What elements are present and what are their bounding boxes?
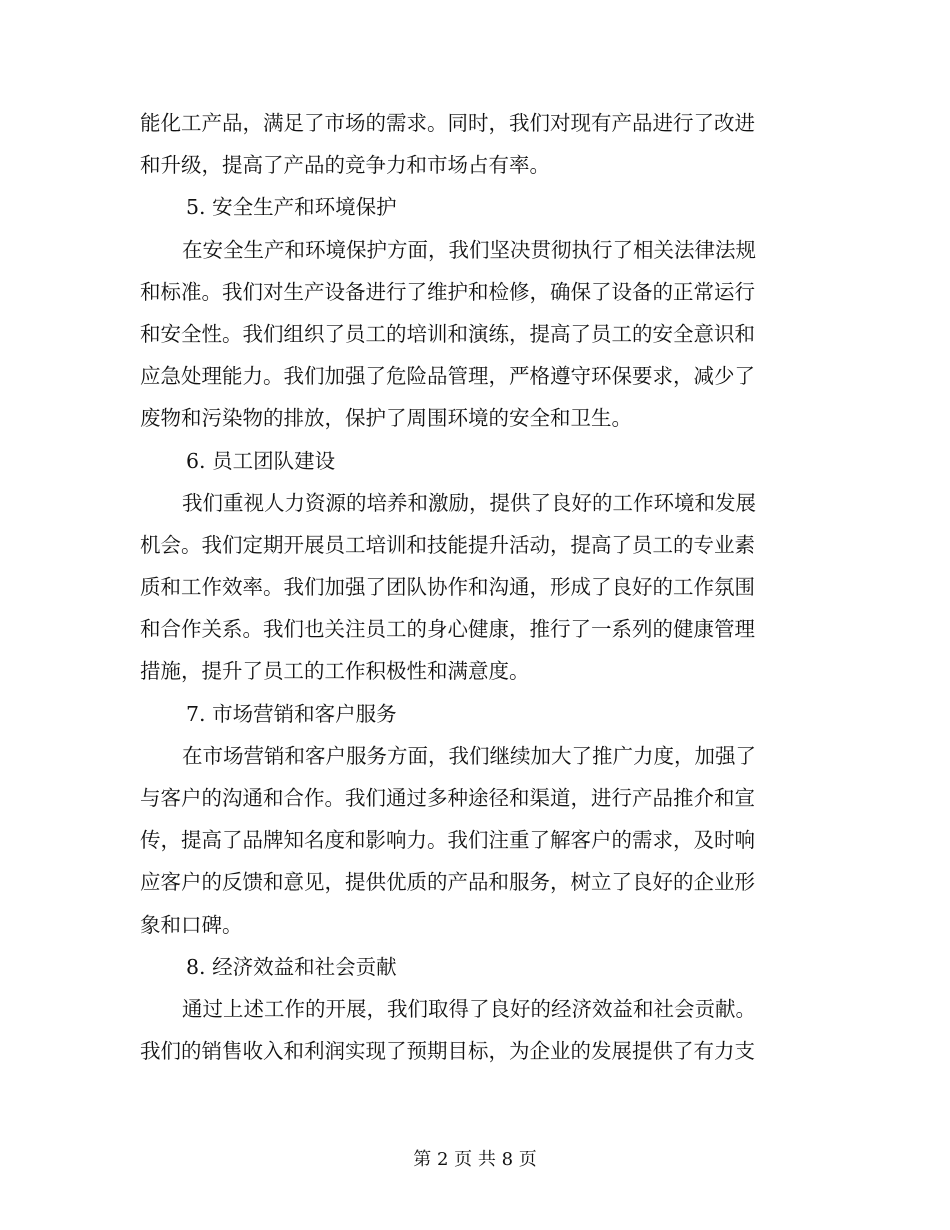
paragraph-5-line-2: 和标准。我们对生产设备进行了维护和检修，确保了设备的正常运行 [140, 279, 755, 304]
paragraph-5-line-5: 废物和污染物的排放，保护了周围环境的安全和卫生。 [140, 406, 632, 431]
paragraph-5-line-4: 应急处理能力。我们加强了危险品管理，严格遵守环保要求，减少了 [140, 364, 755, 389]
paragraph-7-line-5: 象和口碑。 [140, 912, 243, 937]
paragraph-7-line-1: 在市场营销和客户服务方面，我们继续加大了推广力度，加强了 [182, 743, 756, 768]
paragraph-7-line-4: 应客户的反馈和意见，提供优质的产品和服务，树立了良好的企业形 [140, 870, 755, 895]
page-number-footer: 第 2 页 共 8 页 [413, 1149, 537, 1170]
paragraph-7-line-2: 与客户的沟通和合作。我们通过多种途径和渠道，进行产品推介和宣 [140, 786, 755, 810]
section-heading-5: 5. 安全生产和环境保护 [186, 195, 397, 220]
paragraph-6-line-3: 质和工作效率。我们加强了团队协作和沟通，形成了良好的工作氛围 [140, 575, 755, 600]
paragraph-7-line-3: 传，提高了品牌知名度和影响力。我们注重了解客户的需求，及时响 [140, 828, 755, 853]
paragraph-6-line-2: 机会。我们定期开展员工培训和技能提升活动，提高了员工的专业素 [140, 532, 755, 557]
paragraph-8-line-1: 通过上述工作的开展，我们取得了良好的经济效益和社会贡献。 [182, 996, 756, 1021]
body-line-1: 能化工产品，满足了市场的需求。同时，我们对现有产品进行了改进 [140, 111, 755, 135]
document-body [140, 102, 808, 1072]
paragraph-8-line-2: 我们的销售收入和利润实现了预期目标，为企业的发展提供了有力支 [140, 1039, 755, 1064]
section-heading-7: 7. 市场营销和客户服务 [186, 701, 397, 726]
section-heading-8: 8. 经济效益和社会贡献 [186, 954, 397, 979]
body-line-2: 和升级，提高了产品的竞争力和市场占有率。 [140, 153, 550, 178]
section-heading-6: 6. 员工团队建设 [186, 448, 336, 473]
paragraph-5-line-1: 在安全生产和环境保护方面，我们坚决贯彻执行了相关法律法规 [182, 237, 756, 262]
paragraph-6-line-4: 和合作关系。我们也关注员工的身心健康，推行了一系列的健康管理 [140, 617, 755, 642]
paragraph-6-line-5: 措施，提升了员工的工作积极性和满意度。 [140, 659, 530, 684]
paragraph-6-line-1: 我们重视人力资源的培养和激励，提供了良好的工作环境和发展 [182, 490, 756, 515]
paragraph-5-line-3: 和安全性。我们组织了员工的培训和演练，提高了员工的安全意识和 [140, 321, 755, 346]
